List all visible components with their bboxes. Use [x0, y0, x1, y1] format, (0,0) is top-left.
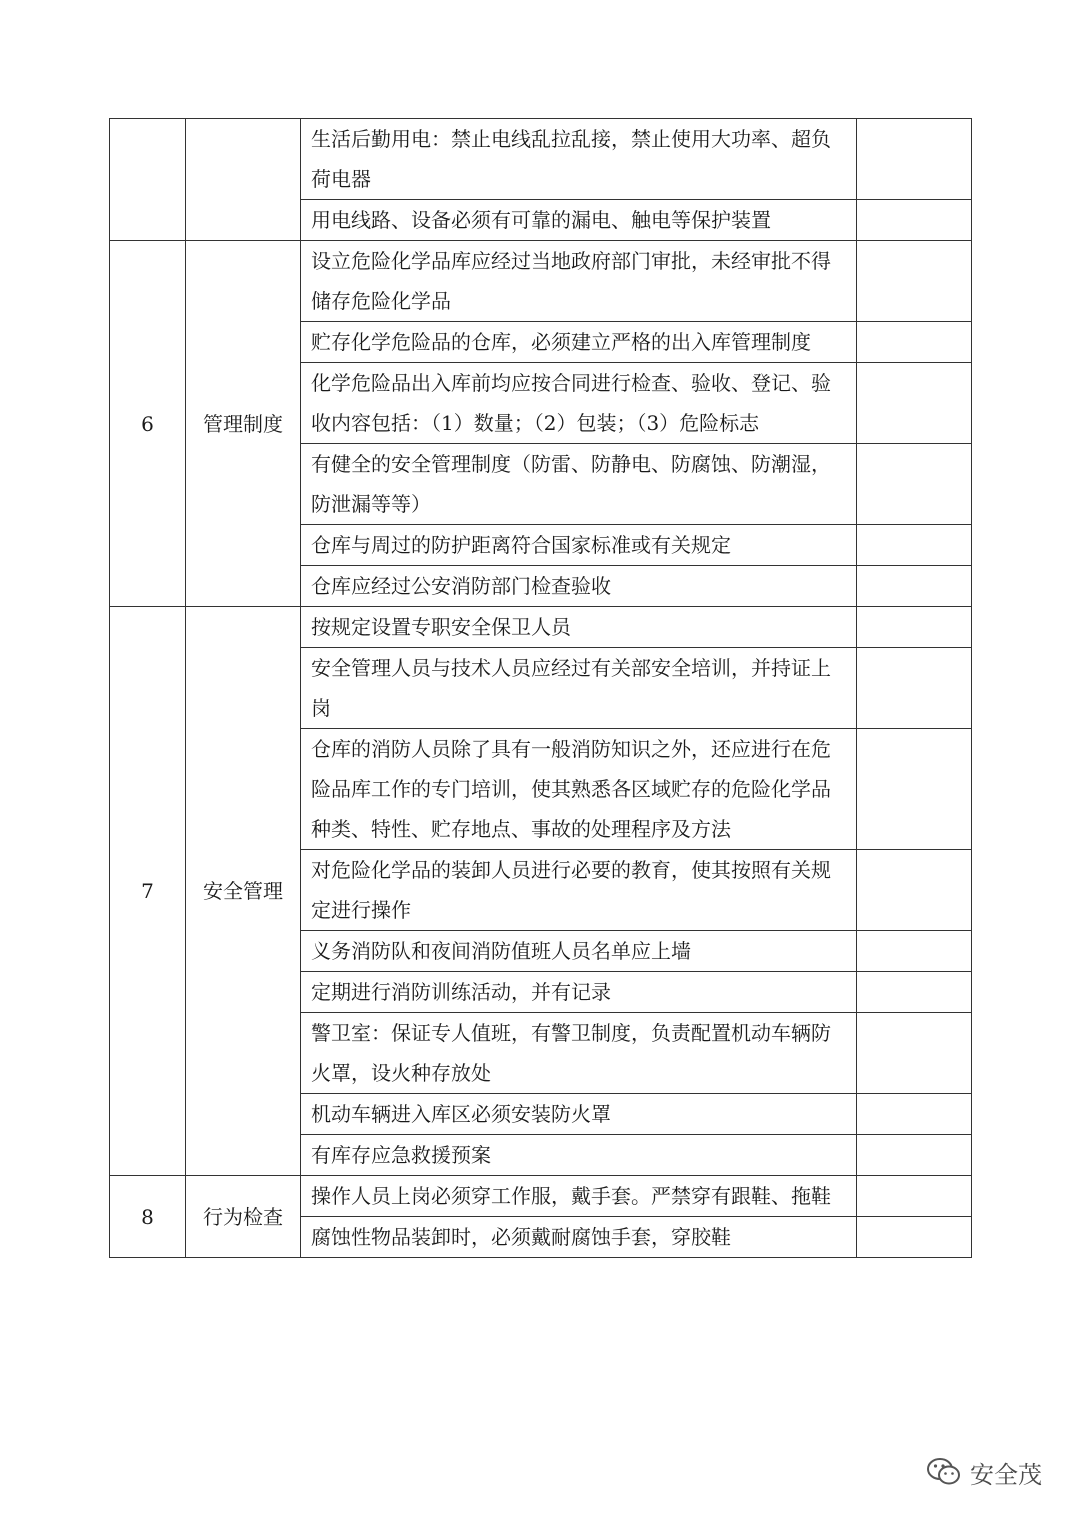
table-row [110, 119, 972, 200]
check-result-cell[interactable] [857, 322, 972, 363]
check-item-cell: 用电线路、设备必须有可靠的漏电、触电等保护装置 [301, 200, 857, 241]
group-category-cell: 管理制度 [186, 241, 301, 607]
check-result-cell[interactable] [857, 648, 972, 729]
check-item-cell: 安全管理人员与技术人员应经过有关部安全培训，并持证上岗 [301, 648, 857, 729]
check-result-cell[interactable] [857, 525, 972, 566]
check-item-cell: 仓库应经过公安消防部门检查验收 [301, 566, 857, 607]
check-result-cell[interactable] [857, 566, 972, 607]
group-number-cell: 6 [110, 241, 186, 607]
check-item-cell: 有库存应急救援预案 [301, 1135, 857, 1176]
check-item-cell: 腐蚀性物品装卸时，必须戴耐腐蚀手套，穿胶鞋 [301, 1217, 857, 1258]
table-row [110, 1176, 972, 1217]
check-result-cell[interactable] [857, 363, 972, 444]
check-item-cell: 义务消防队和夜间消防值班人员名单应上墙 [301, 931, 857, 972]
check-item-cell: 仓库与周过的防护距离符合国家标准或有关规定 [301, 525, 857, 566]
check-item-cell: 机动车辆进入库区必须安装防火罩 [301, 1094, 857, 1135]
group-number-cell: 7 [110, 607, 186, 1176]
check-result-cell[interactable] [857, 1217, 972, 1258]
check-item-cell: 有健全的安全管理制度（防雷、防静电、防腐蚀、防潮湿，防泄漏等等） [301, 444, 857, 525]
check-result-cell[interactable] [857, 729, 972, 850]
check-result-cell[interactable] [857, 1013, 972, 1094]
check-result-cell[interactable] [857, 444, 972, 525]
table-row [110, 241, 972, 322]
check-item-cell: 生活后勤用电：禁止电线乱拉乱接，禁止使用大功率、超负荷电器 [301, 119, 857, 200]
check-result-cell[interactable] [857, 1135, 972, 1176]
check-result-cell[interactable] [857, 931, 972, 972]
check-result-cell[interactable] [857, 972, 972, 1013]
check-result-cell[interactable] [857, 241, 972, 322]
check-item-cell: 贮存化学危险品的仓库，必须建立严格的出入库管理制度 [301, 322, 857, 363]
check-item-cell: 警卫室：保证专人值班，有警卫制度，负责配置机动车辆防火罩，设火种存放处 [301, 1013, 857, 1094]
check-item-cell: 按规定设置专职安全保卫人员 [301, 607, 857, 648]
check-result-cell[interactable] [857, 119, 972, 200]
group-category-cell [186, 119, 301, 241]
account-watermark [926, 1450, 1042, 1494]
check-item-cell: 仓库的消防人员除了具有一般消防知识之外，还应进行在危险品库工作的专门培训，使其熟悉各区域贮存的危险化学品种类、特性、贮存地点、事故的处理程序及方法 [301, 729, 857, 850]
checklist-body [110, 119, 972, 1258]
group-category-cell: 行为检查 [186, 1176, 301, 1258]
group-number-cell: 8 [110, 1176, 186, 1258]
check-item-cell: 对危险化学品的装卸人员进行必要的教育，使其按照有关规定进行操作 [301, 850, 857, 931]
check-item-cell: 化学危险品出入库前均应按合同进行检查、验收、登记、验收内容包括：（1）数量；（2）包装；（3）危险标志 [301, 363, 857, 444]
table-row [110, 607, 972, 648]
check-result-cell[interactable] [857, 850, 972, 931]
check-result-cell[interactable] [857, 200, 972, 241]
check-result-cell[interactable] [857, 1176, 972, 1217]
check-item-cell: 设立危险化学品库应经过当地政府部门审批，未经审批不得储存危险化学品 [301, 241, 857, 322]
check-result-cell[interactable] [857, 607, 972, 648]
check-item-cell: 操作人员上岗必须穿工作服，戴手套。严禁穿有跟鞋、拖鞋 [301, 1176, 857, 1217]
group-category-cell: 安全管理 [186, 607, 301, 1176]
inspection-checklist-table [109, 118, 972, 1258]
check-result-cell[interactable] [857, 1094, 972, 1135]
wechat-icon [926, 1457, 962, 1487]
check-item-cell: 定期进行消防训练活动，并有记录 [301, 972, 857, 1013]
watermark-text: 安全茂 [970, 1460, 1042, 1489]
group-number-cell [110, 119, 186, 241]
